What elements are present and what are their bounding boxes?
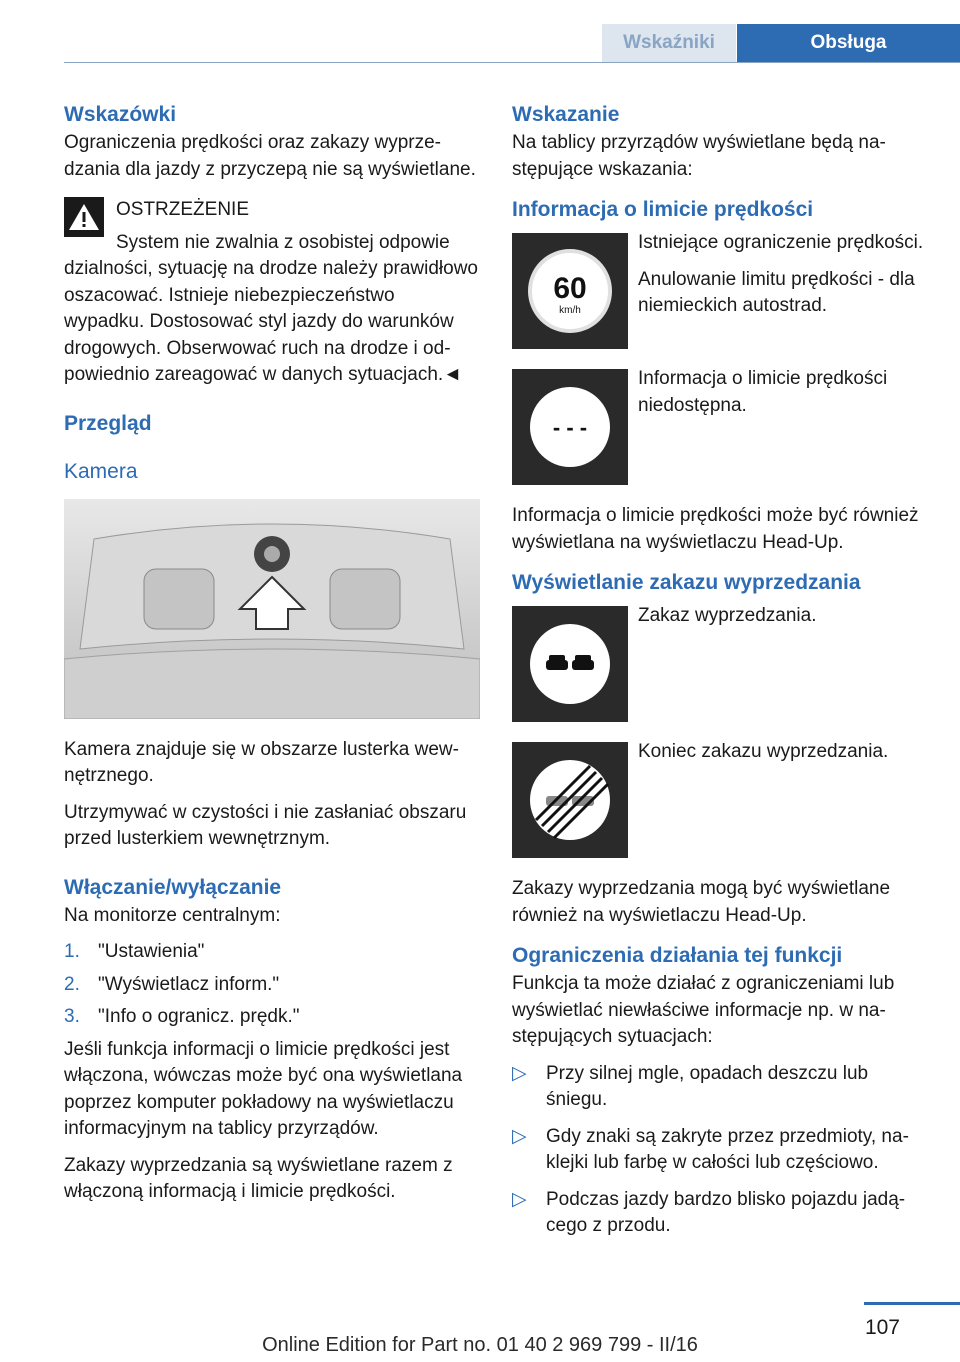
unavailable-sign-icon: [512, 369, 628, 485]
tips-heading: Wskazówki: [64, 103, 177, 126]
warning-title: OSTRZEŻENIE: [116, 199, 250, 220]
speed-text-1: Istniejące ograniczenie prędkości.: [638, 232, 924, 253]
display-heading: Wskazanie: [512, 103, 620, 126]
tab-wskazniki[interactable]: Wskaźniki: [602, 24, 736, 62]
display-intro: Na tablicy przyrządów wyświetlane będą następujące wskazania:: [512, 132, 886, 180]
nopass-sign-row: [512, 606, 932, 724]
speed-text-2: Anulowanie limitu prędkości - dla niemieckich autostrad.: [638, 268, 915, 316]
warning-icon: [64, 197, 104, 237]
unavailable-sign-row: [512, 369, 932, 487]
speed-limit-sign-icon: [512, 233, 628, 349]
triangle-bullet-icon: ▷: [512, 1188, 527, 1210]
speed-hud-text: Informacja o limicie prędkości może być również wyświetlana na wyświetlaczu Head-Up.: [512, 505, 919, 553]
svg-text:- - -: - - -: [552, 415, 588, 440]
nopass-text: Zakaz wyprzedzania.: [638, 605, 817, 626]
list-item: ▷ Przy silnej mgle, opadach deszczu lub śniegu.: [512, 1062, 869, 1110]
camera-text-1: Kamera znajduje się w obszarze lusterka wewnętrznego.: [64, 738, 459, 786]
speed-heading: Informacja o limicie prędkości: [512, 198, 814, 221]
list-item: ▷ Gdy znaki są zakryte przez przedmioty, naklejki lub farbę w całości lub częściowo.: [512, 1125, 909, 1173]
warning-block: [64, 197, 480, 389]
step-item: 2. "Wyświetlacz inform.": [64, 973, 280, 995]
warning-text-rest: dzialności, sytuację na drodze należy prawidłowo oszacować. Istnieje niebezpieczeństwo wypadku. Dostosować styl jazdy do warunków drogowych. Obserwować ruch na drodze i odpowiednio zareagować w danych sytuacjach.◄: [64, 258, 479, 385]
para-after-2: Zakazy wyprzedzania są wyświetlane razem z włączoną informacją i limicie prędkości.: [64, 1154, 453, 1202]
no-passing-sign-icon: [512, 606, 628, 722]
limits-intro: Funkcja ta może działać z ograniczeniami lub wyświetlać niewłaściwe informacje np. w następujących sytuacjach:: [512, 973, 895, 1047]
para-after-1: Jeśli funkcja informacji o limicie prędkości jest włączona, wówczas może być ona wyświetlana poprzez komputer pokładowy na wyświetlaczu informacyjnym na tablicy przyrządów.: [64, 1038, 463, 1139]
steps-list: [64, 939, 480, 1031]
camera-image: [64, 499, 480, 719]
header-rule: [64, 62, 960, 63]
nopass-end-sign-row: [512, 742, 932, 860]
speed-sign-row: [512, 233, 932, 351]
unavailable-text: Informacja o limicie prędkości niedostępna.: [638, 368, 888, 416]
nopass-end-text: Koniec zakazu wyprzedzania.: [638, 741, 889, 762]
nopass-heading: Wyświetlanie zakazu wyprzedzania: [512, 571, 861, 594]
onoff-heading: Włączanie/wyłączanie: [64, 875, 282, 899]
page-number: 107: [864, 1316, 900, 1339]
list-item: ▷ Podczas jazdy bardzo blisko pojazdu jadącego z przodu.: [512, 1188, 906, 1236]
onoff-intro: Na monitorze centralnym:: [64, 904, 281, 926]
step-item: 1. "Ustawienia": [64, 941, 205, 962]
right-column: [512, 100, 932, 1250]
footer-edition: Online Edition for Part no. 01 40 2 969 799 - II/16: [262, 1334, 698, 1356]
left-column: [64, 100, 480, 1206]
page-number-rule: [864, 1302, 960, 1305]
camera-text-2: Utrzymywać w czystości i nie zasłaniać obszaru przed lusterkiem wewnętrznym.: [64, 801, 467, 849]
nopass-hud-text: Zakazy wyprzedzania mogą być wyświetlane również na wyświetlaczu Head-Up.: [512, 878, 891, 926]
warning-text-first: System nie zwalnia z osobistej odpowie: [116, 231, 450, 253]
triangle-bullet-icon: ▷: [512, 1062, 527, 1084]
limits-list: [512, 1061, 932, 1240]
end-no-passing-sign-icon: [512, 742, 628, 858]
triangle-bullet-icon: ▷: [512, 1125, 527, 1147]
tips-text: Ograniczenia prędkości oraz zakazy wyprzedzania dla jazdy z przyczepą nie są wyświetlane.: [64, 132, 476, 180]
svg-text:60: 60: [553, 272, 587, 305]
limits-heading: Ograniczenia działania tej funkcji: [512, 944, 843, 967]
step-item: 3. "Info o ogranicz. prędk.": [64, 1006, 300, 1027]
overview-heading: Przegląd: [64, 411, 152, 435]
tab-obsluga[interactable]: Obsługa: [737, 24, 960, 62]
camera-heading: Kamera: [64, 459, 138, 483]
svg-text:km/h: km/h: [559, 305, 581, 316]
